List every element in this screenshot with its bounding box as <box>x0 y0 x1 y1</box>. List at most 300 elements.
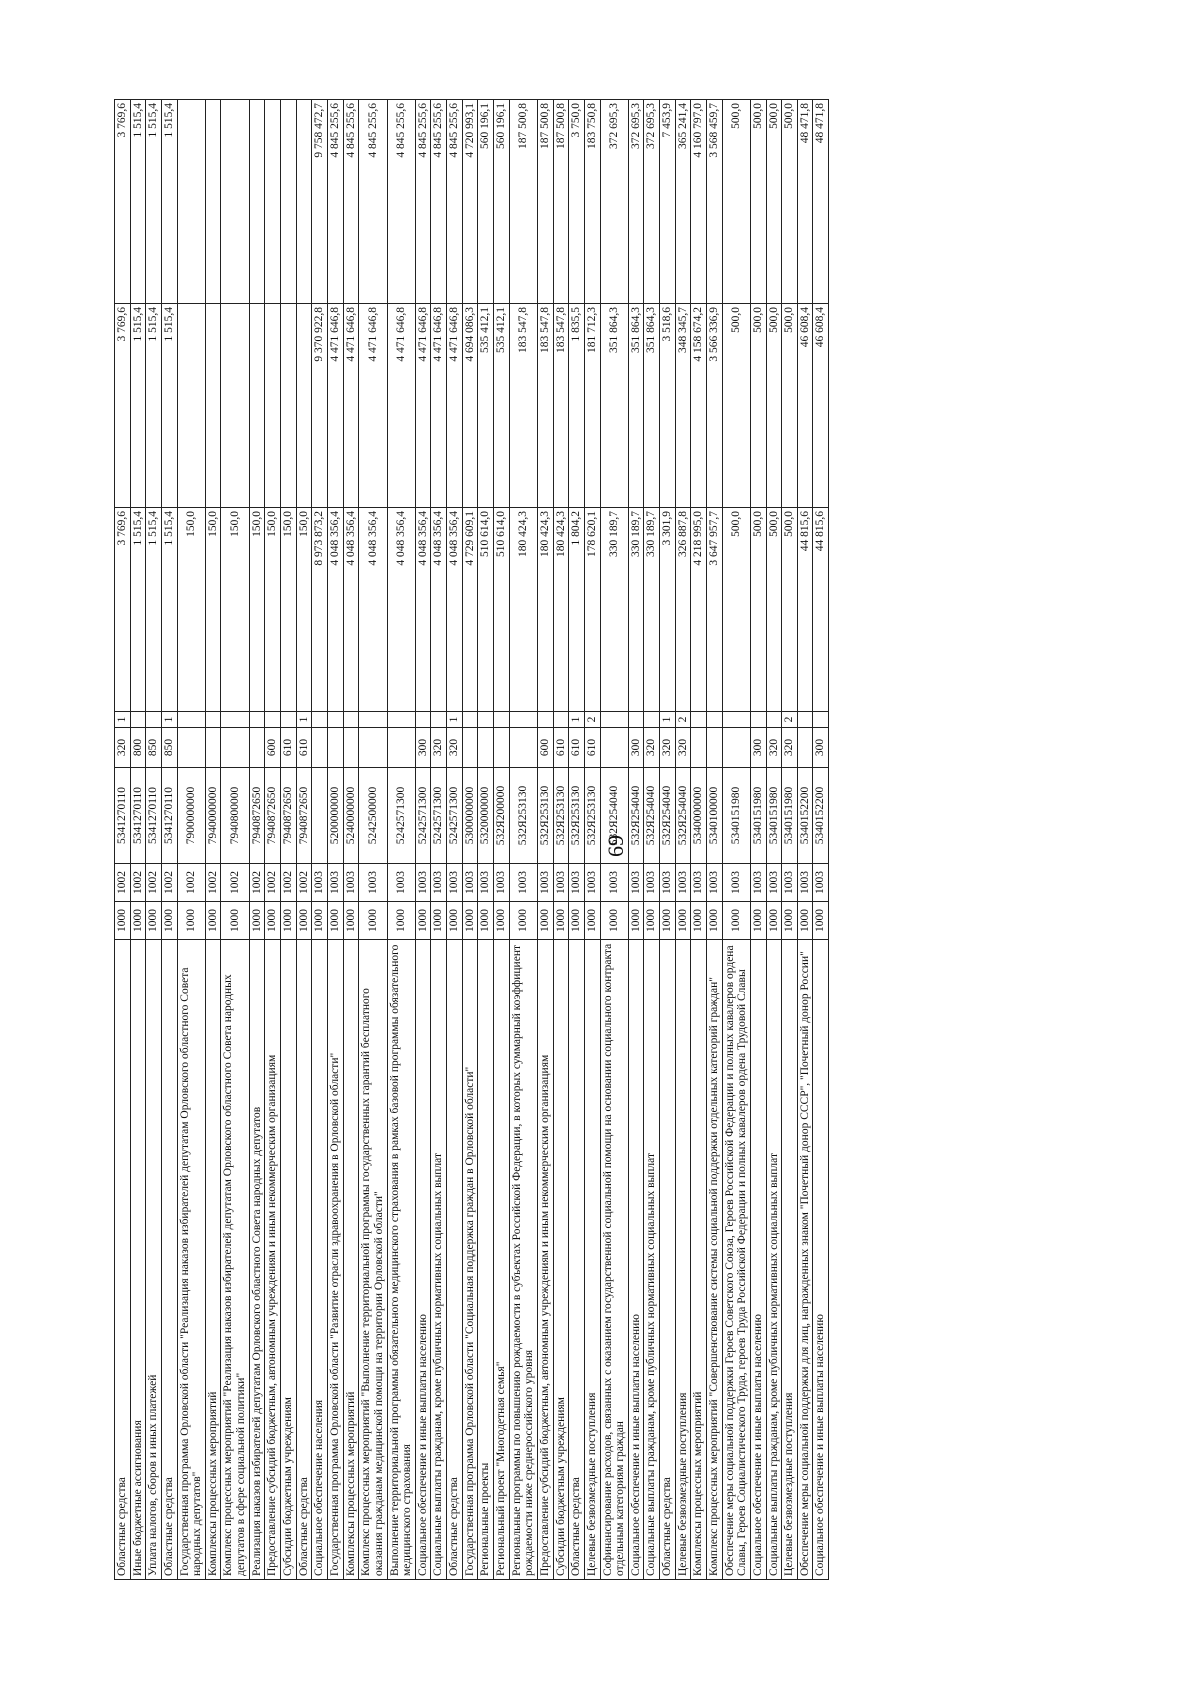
funding-source-cell <box>722 712 750 728</box>
amount-year2-cell: 4 471 646,8 <box>387 304 415 508</box>
funding-source-cell: 1 <box>115 712 131 728</box>
target-article-cell: 5341270110 <box>161 768 177 864</box>
amount-year3-cell: 500,0 <box>766 100 782 304</box>
subsection-code-cell: 1002 <box>177 864 205 902</box>
table-row <box>387 100 415 1580</box>
amount-year3-cell <box>296 100 312 304</box>
funding-source-cell: 1 <box>161 712 177 728</box>
subsection-code-cell: 1002 <box>161 864 177 902</box>
expense-type-cell: 610 <box>584 728 600 768</box>
amount-year1-cell: 1 804,2 <box>569 508 585 712</box>
amount-year2-cell: 46 608,4 <box>797 304 813 508</box>
amount-year1-cell: 4 729 609,1 <box>462 508 478 712</box>
amount-year3-cell: 7 453,9 <box>660 100 676 304</box>
expense-type-cell <box>722 728 750 768</box>
amount-year3-cell: 372 695,3 <box>600 100 628 304</box>
amount-year1-cell: 4 048 356,4 <box>415 508 431 712</box>
table-row <box>221 100 249 1580</box>
target-article-cell: 5340151980 <box>782 768 798 864</box>
amount-year3-cell: 365 241,4 <box>675 100 691 304</box>
expense-type-cell <box>249 728 265 768</box>
amount-year2-cell <box>221 304 249 508</box>
row-name-cell: Социальное обеспечение и иные выплаты населению <box>628 940 644 1580</box>
expense-type-cell <box>494 728 510 768</box>
subsection-code-cell: 1003 <box>569 864 585 902</box>
table-row <box>600 100 628 1580</box>
subsection-code-cell: 1002 <box>265 864 281 902</box>
amount-year2-cell: 351 864,3 <box>628 304 644 508</box>
section-code-cell: 1000 <box>750 902 766 940</box>
row-name-cell: Софинансирование расходов, связанных с оказанием государственной социальной помощи на основании социального контракта отдельным категориям граждан <box>600 940 628 1580</box>
amount-year3-cell: 500,0 <box>722 100 750 304</box>
amount-year2-cell: 9 370 922,8 <box>312 304 328 508</box>
table-row <box>415 100 431 1580</box>
subsection-code-cell: 1003 <box>813 864 829 902</box>
amount-year1-cell: 150,0 <box>249 508 265 712</box>
expense-type-cell: 610 <box>296 728 312 768</box>
table-row <box>494 100 510 1580</box>
funding-source-cell <box>813 712 829 728</box>
amount-year2-cell: 4 158 674,2 <box>691 304 707 508</box>
target-article-cell: 7940800000 <box>221 768 249 864</box>
section-code-cell: 1000 <box>115 902 131 940</box>
amount-year3-cell <box>281 100 297 304</box>
amount-year1-cell: 500,0 <box>782 508 798 712</box>
target-article-cell: 5242500000 <box>359 768 387 864</box>
table-row <box>691 100 707 1580</box>
amount-year2-cell: 500,0 <box>766 304 782 508</box>
funding-source-cell: 1 <box>660 712 676 728</box>
target-article-cell: 7940000000 <box>205 768 221 864</box>
expense-type-cell <box>797 728 813 768</box>
amount-year3-cell: 500,0 <box>782 100 798 304</box>
amount-year3-cell: 187 500,8 <box>553 100 569 304</box>
target-article-cell: 7940872650 <box>265 768 281 864</box>
funding-source-cell <box>478 712 494 728</box>
expense-type-cell: 850 <box>146 728 162 768</box>
target-article-cell: 5320000000 <box>478 768 494 864</box>
row-name-cell: Уплата налогов, сборов и иных платежей <box>146 940 162 1580</box>
subsection-code-cell: 1003 <box>644 864 660 902</box>
table-row <box>722 100 750 1580</box>
table-row <box>265 100 281 1580</box>
row-name-cell: Комплексы процессных мероприятий <box>343 940 359 1580</box>
funding-source-cell <box>537 712 553 728</box>
expense-type-cell: 600 <box>537 728 553 768</box>
funding-source-cell <box>205 712 221 728</box>
funding-source-cell <box>509 712 537 728</box>
table-row <box>359 100 387 1580</box>
amount-year2-cell <box>265 304 281 508</box>
amount-year3-cell: 183 750,8 <box>584 100 600 304</box>
subsection-code-cell: 1003 <box>553 864 569 902</box>
subsection-code-cell: 1002 <box>115 864 131 902</box>
funding-source-cell <box>494 712 510 728</box>
section-code-cell: 1000 <box>177 902 205 940</box>
table-row <box>312 100 328 1580</box>
funding-source-cell <box>343 712 359 728</box>
row-name-cell: Областные средства <box>115 940 131 1580</box>
target-article-cell: 5340151980 <box>750 768 766 864</box>
amount-year3-cell: 4 845 255,6 <box>343 100 359 304</box>
funding-source-cell <box>431 712 447 728</box>
amount-year2-cell: 46 608,4 <box>813 304 829 508</box>
funding-source-cell <box>462 712 478 728</box>
section-code-cell: 1000 <box>221 902 249 940</box>
section-code-cell: 1000 <box>494 902 510 940</box>
table-row <box>205 100 221 1580</box>
row-name-cell: Областные средства <box>569 940 585 1580</box>
amount-year1-cell: 150,0 <box>296 508 312 712</box>
row-name-cell: Социальное обеспечение и иные выплаты населению <box>813 940 829 1580</box>
funding-source-cell <box>177 712 205 728</box>
target-article-cell: 7940872650 <box>281 768 297 864</box>
amount-year3-cell: 1 515,4 <box>146 100 162 304</box>
table-row <box>478 100 494 1580</box>
row-name-cell: Областные средства <box>447 940 463 1580</box>
section-code-cell: 1000 <box>205 902 221 940</box>
expense-type-cell <box>359 728 387 768</box>
row-name-cell: Субсидии бюджетным учреждениям <box>553 940 569 1580</box>
subsection-code-cell: 1003 <box>494 864 510 902</box>
amount-year2-cell: 351 864,3 <box>600 304 628 508</box>
subsection-code-cell: 1003 <box>782 864 798 902</box>
target-article-cell: 532Я253130 <box>509 768 537 864</box>
amount-year1-cell: 4 048 356,4 <box>359 508 387 712</box>
section-code-cell: 1000 <box>130 902 146 940</box>
expense-type-cell: 320 <box>766 728 782 768</box>
table-row <box>553 100 569 1580</box>
section-code-cell: 1000 <box>553 902 569 940</box>
amount-year1-cell: 150,0 <box>221 508 249 712</box>
table-row <box>130 100 146 1580</box>
target-article-cell: 532Я200000 <box>494 768 510 864</box>
expense-type-cell <box>706 728 722 768</box>
table-body <box>115 100 829 1580</box>
subsection-code-cell: 1002 <box>296 864 312 902</box>
row-name-cell: Предоставление субсидий бюджетным, автономным учреждениям и иным некоммерческим организациям <box>537 940 553 1580</box>
target-article-cell: 5300000000 <box>462 768 478 864</box>
section-code-cell: 1000 <box>249 902 265 940</box>
amount-year1-cell: 180 424,3 <box>509 508 537 712</box>
row-name-cell: Областные средства <box>161 940 177 1580</box>
amount-year2-cell: 183 547,8 <box>537 304 553 508</box>
amount-year3-cell: 4 845 255,6 <box>415 100 431 304</box>
expense-type-cell: 320 <box>782 728 798 768</box>
subsection-code-cell: 1003 <box>797 864 813 902</box>
amount-year1-cell: 8 973 873,2 <box>312 508 328 712</box>
funding-source-cell <box>327 712 343 728</box>
section-code-cell: 1000 <box>644 902 660 940</box>
expense-type-cell <box>462 728 478 768</box>
expense-type-cell <box>509 728 537 768</box>
amount-year1-cell: 4 048 356,4 <box>327 508 343 712</box>
amount-year1-cell: 500,0 <box>766 508 782 712</box>
expense-type-cell <box>343 728 359 768</box>
amount-year3-cell: 3 769,6 <box>115 100 131 304</box>
amount-year2-cell: 535 412,1 <box>478 304 494 508</box>
subsection-code-cell: 1003 <box>750 864 766 902</box>
table-row <box>509 100 537 1580</box>
funding-source-cell <box>312 712 328 728</box>
section-code-cell: 1000 <box>312 902 328 940</box>
amount-year1-cell: 44 815,6 <box>813 508 829 712</box>
table-row <box>569 100 585 1580</box>
amount-year1-cell: 500,0 <box>750 508 766 712</box>
amount-year3-cell: 4 720 993,1 <box>462 100 478 304</box>
row-name-cell: Предоставление субсидий бюджетным, автономным учреждениям и иным некоммерческим организациям <box>265 940 281 1580</box>
amount-year1-cell: 1 515,4 <box>161 508 177 712</box>
amount-year1-cell: 4 048 356,4 <box>431 508 447 712</box>
row-name-cell: Целевые безвозмездные поступления <box>584 940 600 1580</box>
amount-year3-cell: 1 515,4 <box>161 100 177 304</box>
amount-year2-cell: 4 471 646,8 <box>327 304 343 508</box>
target-article-cell: 532Я253130 <box>569 768 585 864</box>
subsection-code-cell: 1003 <box>359 864 387 902</box>
subsection-code-cell: 1002 <box>281 864 297 902</box>
section-code-cell: 1000 <box>766 902 782 940</box>
amount-year3-cell: 48 471,8 <box>797 100 813 304</box>
table-row <box>161 100 177 1580</box>
amount-year1-cell: 4 048 356,4 <box>447 508 463 712</box>
row-name-cell: Региональные проекты <box>478 940 494 1580</box>
expense-type-cell: 800 <box>130 728 146 768</box>
subsection-code-cell: 1003 <box>600 864 628 902</box>
subsection-code-cell: 1003 <box>509 864 537 902</box>
amount-year1-cell: 150,0 <box>281 508 297 712</box>
amount-year2-cell: 500,0 <box>750 304 766 508</box>
subsection-code-cell: 1003 <box>660 864 676 902</box>
target-article-cell: 532Я254040 <box>628 768 644 864</box>
amount-year2-cell: 351 864,3 <box>644 304 660 508</box>
row-name-cell: Комплекс процессных мероприятий "Совершенствование системы социальной поддержки отдельных категорий граждан" <box>706 940 722 1580</box>
amount-year3-cell <box>205 100 221 304</box>
subsection-code-cell: 1003 <box>766 864 782 902</box>
amount-year1-cell: 178 620,1 <box>584 508 600 712</box>
expense-type-cell: 320 <box>115 728 131 768</box>
funding-source-cell <box>766 712 782 728</box>
row-name-cell: Областные средства <box>660 940 676 1580</box>
section-code-cell: 1000 <box>478 902 494 940</box>
funding-source-cell <box>553 712 569 728</box>
amount-year3-cell: 1 515,4 <box>130 100 146 304</box>
expense-type-cell: 600 <box>265 728 281 768</box>
amount-year1-cell: 150,0 <box>205 508 221 712</box>
row-name-cell: Целевые безвозмездные поступления <box>675 940 691 1580</box>
table-row <box>750 100 766 1580</box>
amount-year1-cell: 3 769,6 <box>115 508 131 712</box>
table-row <box>584 100 600 1580</box>
amount-year2-cell: 1 835,5 <box>569 304 585 508</box>
row-name-cell: Социальное обеспечение и иные выплаты населению <box>750 940 766 1580</box>
amount-year2-cell: 3 769,6 <box>115 304 131 508</box>
amount-year2-cell: 183 547,8 <box>509 304 537 508</box>
target-article-cell: 5240000000 <box>343 768 359 864</box>
amount-year3-cell: 372 695,3 <box>628 100 644 304</box>
target-article-cell: 532Я254040 <box>660 768 676 864</box>
target-article-cell: 532Я253130 <box>537 768 553 864</box>
target-article-cell: 5340151980 <box>722 768 750 864</box>
section-code-cell: 1000 <box>343 902 359 940</box>
section-code-cell: 1000 <box>675 902 691 940</box>
funding-source-cell <box>387 712 415 728</box>
funding-source-cell <box>644 712 660 728</box>
budget-table <box>114 99 829 1580</box>
section-code-cell: 1000 <box>782 902 798 940</box>
table-row <box>146 100 162 1580</box>
expense-type-cell <box>221 728 249 768</box>
section-code-cell: 1000 <box>509 902 537 940</box>
expense-type-cell <box>327 728 343 768</box>
amount-year1-cell: 4 218 995,0 <box>691 508 707 712</box>
table-row <box>628 100 644 1580</box>
section-code-cell: 1000 <box>296 902 312 940</box>
subsection-code-cell: 1003 <box>327 864 343 902</box>
expense-type-cell: 850 <box>161 728 177 768</box>
target-article-cell: 5340000000 <box>691 768 707 864</box>
section-code-cell: 1000 <box>146 902 162 940</box>
row-name-cell: Выполнение территориальной программы обязательного медицинского страхования в рамках базовой программы обязательного медицинского страхования <box>387 940 415 1580</box>
table-row <box>249 100 265 1580</box>
subsection-code-cell: 1003 <box>312 864 328 902</box>
funding-source-cell <box>146 712 162 728</box>
target-article-cell <box>312 768 328 864</box>
amount-year1-cell: 330 189,7 <box>600 508 628 712</box>
table-row <box>797 100 813 1580</box>
table-row <box>766 100 782 1580</box>
amount-year2-cell: 4 471 646,8 <box>359 304 387 508</box>
subsection-code-cell: 1003 <box>447 864 463 902</box>
subsection-code-cell: 1003 <box>415 864 431 902</box>
funding-source-cell <box>706 712 722 728</box>
row-name-cell: Обеспечение меры социальной поддержки Героев Советского Союза, Героев Российской Федерации и полных кавалеров ордена Славы, Героев Социалистического Труда, героев Труда Российской Федерации и полных кавалеров ордена Трудовой Славы <box>722 940 750 1580</box>
amount-year1-cell: 180 424,3 <box>537 508 553 712</box>
table-row <box>782 100 798 1580</box>
row-name-cell: Комплекс процессных мероприятий "Реализация наказов избирателей депутатам Орловского областного Совета народных депутатов в сфере социальной политики" <box>221 940 249 1580</box>
row-name-cell: Субсидии бюджетным учреждениям <box>281 940 297 1580</box>
row-name-cell: Социальные выплаты гражданам, кроме публичных нормативных социальных выплат <box>644 940 660 1580</box>
funding-source-cell <box>265 712 281 728</box>
amount-year2-cell: 4 471 646,8 <box>447 304 463 508</box>
target-article-cell: 532Я253130 <box>553 768 569 864</box>
subsection-code-cell: 1003 <box>722 864 750 902</box>
section-code-cell: 1000 <box>691 902 707 940</box>
row-name-cell: Социальные выплаты гражданам, кроме публичных нормативных социальных выплат <box>431 940 447 1580</box>
amount-year2-cell: 181 712,3 <box>584 304 600 508</box>
expense-type-cell <box>205 728 221 768</box>
expense-type-cell <box>478 728 494 768</box>
amount-year2-cell: 4 471 646,8 <box>415 304 431 508</box>
expense-type-cell <box>177 728 205 768</box>
funding-source-cell <box>359 712 387 728</box>
target-article-cell: 5242571300 <box>415 768 431 864</box>
section-code-cell: 1000 <box>722 902 750 940</box>
table-row <box>462 100 478 1580</box>
table-row <box>327 100 343 1580</box>
funding-source-cell <box>691 712 707 728</box>
budget-table-container <box>114 100 829 1580</box>
section-code-cell: 1000 <box>415 902 431 940</box>
table-row <box>813 100 829 1580</box>
row-name-cell: Областные средства <box>296 940 312 1580</box>
funding-source-cell <box>415 712 431 728</box>
section-code-cell: 1000 <box>387 902 415 940</box>
funding-source-cell <box>797 712 813 728</box>
expense-type-cell: 300 <box>813 728 829 768</box>
amount-year1-cell: 3 301,9 <box>660 508 676 712</box>
table-row <box>537 100 553 1580</box>
row-name-cell: Обеспечение меры социальной поддержки для лиц, награжденных знаком "Почетный донор СССР", "Почетный донор России" <box>797 940 813 1580</box>
funding-source-cell <box>281 712 297 728</box>
amount-year2-cell <box>296 304 312 508</box>
amount-year3-cell <box>265 100 281 304</box>
page-number: 69 <box>603 835 628 857</box>
section-code-cell: 1000 <box>281 902 297 940</box>
funding-source-cell: 1 <box>296 712 312 728</box>
amount-year3-cell <box>249 100 265 304</box>
amount-year1-cell: 150,0 <box>265 508 281 712</box>
amount-year2-cell: 348 345,7 <box>675 304 691 508</box>
target-article-cell: 5341270110 <box>146 768 162 864</box>
subsection-code-cell: 1003 <box>691 864 707 902</box>
row-name-cell: Комплекс процессных мероприятий "Выполнение территориальной программы государственных гарантий бесплатного оказания гражданам медицинской помощи на территории Орловской области" <box>359 940 387 1580</box>
table-row <box>177 100 205 1580</box>
table-row <box>115 100 131 1580</box>
amount-year3-cell: 372 695,3 <box>644 100 660 304</box>
amount-year2-cell: 1 515,4 <box>130 304 146 508</box>
funding-source-cell <box>628 712 644 728</box>
expense-type-cell: 300 <box>750 728 766 768</box>
amount-year1-cell: 4 048 356,4 <box>387 508 415 712</box>
amount-year3-cell: 48 471,8 <box>813 100 829 304</box>
table-row <box>296 100 312 1580</box>
subsection-code-cell: 1003 <box>343 864 359 902</box>
funding-source-cell <box>249 712 265 728</box>
subsection-code-cell: 1003 <box>478 864 494 902</box>
subsection-code-cell: 1002 <box>130 864 146 902</box>
expense-type-cell <box>387 728 415 768</box>
table-row <box>644 100 660 1580</box>
amount-year2-cell: 4 694 086,3 <box>462 304 478 508</box>
row-name-cell: Социальные выплаты гражданам, кроме публичных нормативных социальных выплат <box>766 940 782 1580</box>
funding-source-cell <box>600 712 628 728</box>
expense-type-cell: 300 <box>628 728 644 768</box>
amount-year1-cell: 1 515,4 <box>146 508 162 712</box>
amount-year1-cell: 510 614,0 <box>478 508 494 712</box>
amount-year1-cell: 500,0 <box>722 508 750 712</box>
funding-source-cell: 2 <box>584 712 600 728</box>
amount-year3-cell: 3 750,0 <box>569 100 585 304</box>
funding-source-cell: 1 <box>569 712 585 728</box>
amount-year1-cell: 330 189,7 <box>628 508 644 712</box>
target-article-cell: 5340152200 <box>797 768 813 864</box>
funding-source-cell: 2 <box>782 712 798 728</box>
amount-year1-cell: 150,0 <box>177 508 205 712</box>
target-article-cell: 5242571300 <box>387 768 415 864</box>
expense-type-cell: 320 <box>447 728 463 768</box>
expense-type-cell: 610 <box>553 728 569 768</box>
subsection-code-cell: 1002 <box>205 864 221 902</box>
amount-year2-cell <box>177 304 205 508</box>
amount-year1-cell: 326 887,8 <box>675 508 691 712</box>
expense-type-cell: 320 <box>431 728 447 768</box>
row-name-cell: Региональный проект "Многодетная семья" <box>494 940 510 1580</box>
amount-year3-cell: 4 160 797,0 <box>691 100 707 304</box>
target-article-cell: 5340152200 <box>813 768 829 864</box>
target-article-cell: 5340100000 <box>706 768 722 864</box>
table-row <box>281 100 297 1580</box>
expense-type-cell: 610 <box>569 728 585 768</box>
